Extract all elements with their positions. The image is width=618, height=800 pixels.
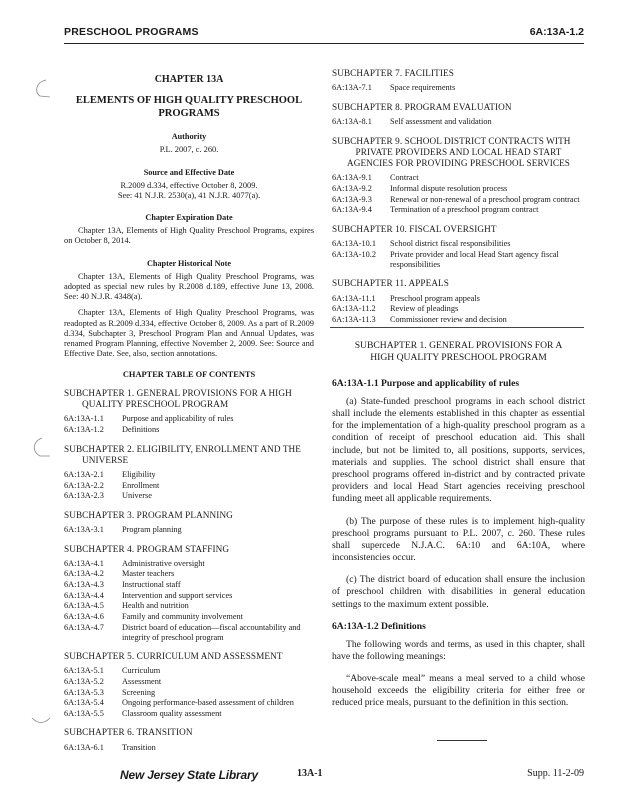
toc-section-title: Contract xyxy=(390,173,419,183)
toc-entry[interactable] xyxy=(64,677,314,688)
toc-section-number: 6A:13A-11.2 xyxy=(332,304,376,314)
toc-section-title: Transition xyxy=(122,742,156,752)
toc-section-title: Enrollment xyxy=(122,480,160,490)
toc-section-list xyxy=(332,239,585,270)
toc-section-list xyxy=(64,666,314,719)
toc-entry[interactable] xyxy=(64,612,314,623)
binder-hole-mark xyxy=(28,436,52,460)
toc-section-title: Universe xyxy=(122,491,152,501)
source-label: Source and Effective Date xyxy=(143,167,235,177)
section-paragraph: (b) The purpose of these rules is to implement high-quality preschool programs pursuant to P.L. 2007, c. 260. These rules shall supercede N.J.A.C. 6A:10 and 6A:10A, where inconsistencies occur. xyxy=(332,515,585,564)
toc-section-number: 6A:13A-11.3 xyxy=(332,314,376,324)
toc-section-title: Commissioner review and decision xyxy=(390,314,507,324)
toc-subchapter-heading: SUBCHAPTER 1. GENERAL PROVISIONS FOR A HIGH QUALITY PRESCHOOL PROGRAM xyxy=(64,387,292,410)
toc-entry[interactable] xyxy=(64,525,314,536)
toc-section-list xyxy=(64,414,314,435)
left-column xyxy=(64,68,314,757)
toc-section-list xyxy=(64,525,314,536)
toc-subchapter-heading: SUBCHAPTER 7. FACILITIES xyxy=(332,68,454,78)
toc-section-number: 6A:13A-4.2 xyxy=(64,569,104,579)
toc-entry[interactable] xyxy=(64,601,314,612)
toc-section-title: Administrative oversight xyxy=(122,558,205,568)
toc-entry[interactable] xyxy=(64,591,314,602)
toc-section-title: Master teachers xyxy=(122,569,175,579)
toc-entry[interactable] xyxy=(64,743,314,754)
toc-entry[interactable] xyxy=(332,315,585,326)
toc-entry[interactable] xyxy=(332,184,585,195)
section-paragraph: The following words and terms, as used in this chapter, shall have the following meanings: xyxy=(332,638,585,662)
supplement-date: Supp. 11-2-09 xyxy=(527,768,584,779)
toc-section-title: Family and community involvement xyxy=(122,611,243,621)
toc-section-number: 6A:13A-9.3 xyxy=(332,194,372,204)
toc-section-number: 6A:13A-5.5 xyxy=(64,708,104,718)
toc-section-number: 6A:13A-4.6 xyxy=(64,611,104,621)
toc-subchapter-heading: SUBCHAPTER 8. PROGRAM EVALUATION xyxy=(332,101,512,112)
toc-section-number: 6A:13A-8.1 xyxy=(332,117,372,127)
toc-section-number: 6A:13A-3.1 xyxy=(64,525,104,535)
toc-section-title: Informal dispute resolution process xyxy=(390,183,508,193)
toc-subchapter-heading: SUBCHAPTER 3. PROGRAM PLANNING xyxy=(64,509,233,520)
toc-section-number: 6A:13A-2.3 xyxy=(64,491,104,501)
toc-entry[interactable] xyxy=(64,709,314,720)
toc-section-number: 6A:13A-6.1 xyxy=(64,742,104,752)
toc-section-list xyxy=(64,470,314,502)
toc-entry[interactable] xyxy=(64,414,314,425)
chapter-title: ELEMENTS OF HIGH QUALITY PRESCHOOL PROGRAMS xyxy=(75,95,303,119)
toc-section-title: Definitions xyxy=(122,424,160,434)
toc-section-title: Program planning xyxy=(122,525,182,535)
toc-section-title: Eligibility xyxy=(122,469,156,479)
toc-end-rule xyxy=(330,327,584,328)
toc-section-title: Health and nutrition xyxy=(122,601,189,611)
toc-section-title: Ongoing performance-based assessment of children xyxy=(122,698,294,708)
section-paragraph: (a) State-funded preschool programs in each school district shall include the elements established in this chapter as essential for the implementation of a high-quality preschool program as a condition of receipt of preschool education aid. This shall include, but not be limited to, all positions, supports, services, materials and supplies. The school district shall ensure that preschool programs offered in-district and by contracted private providers and local Head Start agencies receiving preschool funding meet all applicable requirements. xyxy=(332,395,585,505)
toc-entry[interactable] xyxy=(64,698,314,709)
historical-note-paragraph: Chapter 13A, Elements of High Quality Preschool Programs, was adopted as special new rules by R.2008 d.189, effective June 13, 2008. See: 40 N.J.R. 4348(a). xyxy=(64,271,314,302)
toc-section-number: 6A:13A-5.4 xyxy=(64,698,104,708)
toc-entry[interactable] xyxy=(64,623,314,644)
toc-entry[interactable] xyxy=(64,580,314,591)
toc-entry[interactable] xyxy=(64,491,314,502)
toc-section-number: 6A:13A-10.2 xyxy=(332,249,377,259)
toc-subchapter-heading: SUBCHAPTER 6. TRANSITION xyxy=(64,727,193,738)
toc-subchapter-heading: SUBCHAPTER 9. SCHOOL DISTRICT CONTRACTS WITH PRIVATE PROVIDERS AND LOCAL HEAD START AGENCIES FOR PROVIDING PRESCHOOL SERVICES xyxy=(332,135,571,169)
toc-section-number: 6A:13A-5.3 xyxy=(64,687,104,697)
toc-section-number: 6A:13A-4.4 xyxy=(64,590,104,600)
toc-entry[interactable] xyxy=(64,559,314,570)
toc-section-number: 6A:13A-9.2 xyxy=(332,183,372,193)
toc-section-title: Self assessment and validation xyxy=(390,117,492,127)
toc-section-number: 6A:13A-1.1 xyxy=(64,414,104,424)
definition-paragraph: “Above-scale meal” means a meal served to a child whose household exceeds the eligibility criteria for either free or reduced price meals, pursuant to the definition in this section. xyxy=(332,673,585,709)
end-rule xyxy=(437,740,487,741)
toc-section-number: 6A:13A-4.7 xyxy=(64,622,104,632)
body-subchapter-heading: SUBCHAPTER 1. GENERAL PROVISIONS FOR A HIGH QUALITY PRESCHOOL PROGRAM xyxy=(354,340,563,363)
library-stamp: New Jersey State Library xyxy=(120,768,258,782)
toc-section-title: Classroom quality assessment xyxy=(122,708,222,718)
toc-section-number: 6A:13A-10.1 xyxy=(332,238,377,248)
toc-section-number: 6A:13A-2.2 xyxy=(64,480,104,490)
chapter-body xyxy=(332,340,585,720)
toc-entry[interactable] xyxy=(332,294,585,305)
toc-subchapter-heading: SUBCHAPTER 10. FISCAL OVERSIGHT xyxy=(332,223,497,234)
historical-note-label: Chapter Historical Note xyxy=(147,258,231,268)
authority-label: Authority xyxy=(171,132,207,142)
header-rule xyxy=(64,43,584,44)
toc-subchapter-heading: SUBCHAPTER 5. CURRICULUM AND ASSESSMENT xyxy=(64,651,283,662)
authority-text: P.L. 2007, c. 260. xyxy=(159,145,219,155)
toc-section-number: 6A:13A-5.1 xyxy=(64,666,104,676)
source-text: R.2009 d.334, effective October 8, 2009. xyxy=(120,180,258,190)
running-header-left: PRESCHOOL PROGRAMS xyxy=(64,26,199,38)
expiration-label: Chapter Expiration Date xyxy=(145,213,233,223)
toc-section-title: Purpose and applicability of rules xyxy=(122,414,234,424)
toc-entry[interactable] xyxy=(332,250,585,271)
toc-entry[interactable] xyxy=(332,205,585,216)
running-header-right: 6A:13A-1.2 xyxy=(529,26,584,38)
toc-section-title: Curriculum xyxy=(122,666,161,676)
toc-section-title: School district fiscal responsibilities xyxy=(390,238,511,248)
toc-section-list xyxy=(332,294,585,326)
toc-entry[interactable] xyxy=(332,195,585,206)
toc-section-number: 6A:13A-11.1 xyxy=(332,293,376,303)
toc-section-list xyxy=(64,559,314,643)
toc-entry[interactable] xyxy=(64,666,314,677)
toc-entry[interactable] xyxy=(64,569,314,580)
toc-section-number: 6A:13A-4.1 xyxy=(64,558,104,568)
section-title: 6A:13A-1.2 Definitions xyxy=(332,620,426,632)
binder-hole-mark xyxy=(30,714,52,728)
toc-section-number: 6A:13A-9.1 xyxy=(332,173,372,183)
toc-section-list xyxy=(332,83,585,94)
binder-hole-mark xyxy=(30,78,52,100)
expiration-text: Chapter 13A, Elements of High Quality Preschool Programs, expires on October 8, 2014. xyxy=(64,226,314,246)
toc-section-number: 6A:13A-7.1 xyxy=(332,83,372,93)
toc-section-list xyxy=(332,173,585,215)
toc-section-number: 6A:13A-1.2 xyxy=(64,424,104,434)
toc-section-title: Screening xyxy=(122,687,156,697)
toc-entry[interactable] xyxy=(332,117,585,128)
section-paragraph: (c) The district board of education shall ensure the inclusion of preschool children with disabilities in general education settings to the maximum extent possible. xyxy=(332,574,585,610)
toc-subchapter-heading: SUBCHAPTER 2. ELIGIBILITY, ENROLLMENT AND THE UNIVERSE xyxy=(64,443,301,465)
toc-section-title: Space requirements xyxy=(390,83,456,93)
toc-section-number: 6A:13A-5.2 xyxy=(64,677,104,687)
toc-entry[interactable] xyxy=(332,304,585,315)
toc-section-title: Preschool program appeals xyxy=(390,293,480,303)
toc-entry[interactable] xyxy=(64,481,314,492)
historical-note-paragraph: Chapter 13A, Elements of High Quality Preschool Programs, was readopted as R.2009 d.334, effective October 8, 2009. As a part of R.2009 d.334, Subchapter 3, Preschool Program Plan and Annual Updates, was renamed Program Planning, effective November 2, 2009. See: Source and Effective Date. See, also, section annotations. xyxy=(64,308,314,359)
toc-entry[interactable] xyxy=(64,688,314,699)
toc-section-list xyxy=(332,117,585,128)
toc-subchapter-heading: SUBCHAPTER 11. APPEALS xyxy=(332,278,449,289)
toc-section-title: Private provider and local Head Start agency fiscal responsibilities xyxy=(390,249,559,269)
right-column xyxy=(332,68,585,329)
toc-section-number: 6A:13A-2.1 xyxy=(64,469,104,479)
toc-section-title: Assessment xyxy=(122,677,162,687)
toc-section-list xyxy=(64,743,314,754)
toc-entry[interactable] xyxy=(332,173,585,184)
toc-entry[interactable] xyxy=(64,425,314,436)
toc-subchapter-heading: SUBCHAPTER 4. PROGRAM STAFFING xyxy=(64,543,230,554)
toc-section-title: Termination of a preschool program contract xyxy=(390,205,539,215)
toc-section-title: Renewal or non-renewal of a preschool program contract xyxy=(390,194,580,204)
toc-entry[interactable] xyxy=(332,83,585,94)
toc-section-title: Review of pleadings xyxy=(390,304,459,314)
page-number: 13A-1 xyxy=(297,768,323,779)
toc-section-title: Instructional staff xyxy=(122,580,181,590)
toc-section-number: 6A:13A-4.5 xyxy=(64,601,104,611)
toc-entry[interactable] xyxy=(64,470,314,481)
toc-section-title: District board of education—fiscal accountability and integrity of preschool program xyxy=(122,622,301,642)
chapter-number: CHAPTER 13A xyxy=(154,74,224,85)
section-title: 6A:13A-1.1 Purpose and applicability of rules xyxy=(332,377,520,389)
toc-label: CHAPTER TABLE OF CONTENTS xyxy=(122,369,256,379)
toc-section-title: Intervention and support services xyxy=(122,590,233,600)
source-text-citation: See: 41 N.J.R. 2530(a), 41 N.J.R. 4077(a). xyxy=(117,190,261,200)
toc-section-number: 6A:13A-4.3 xyxy=(64,580,104,590)
toc-section-number: 6A:13A-9.4 xyxy=(332,205,372,215)
toc-entry[interactable] xyxy=(332,239,585,250)
